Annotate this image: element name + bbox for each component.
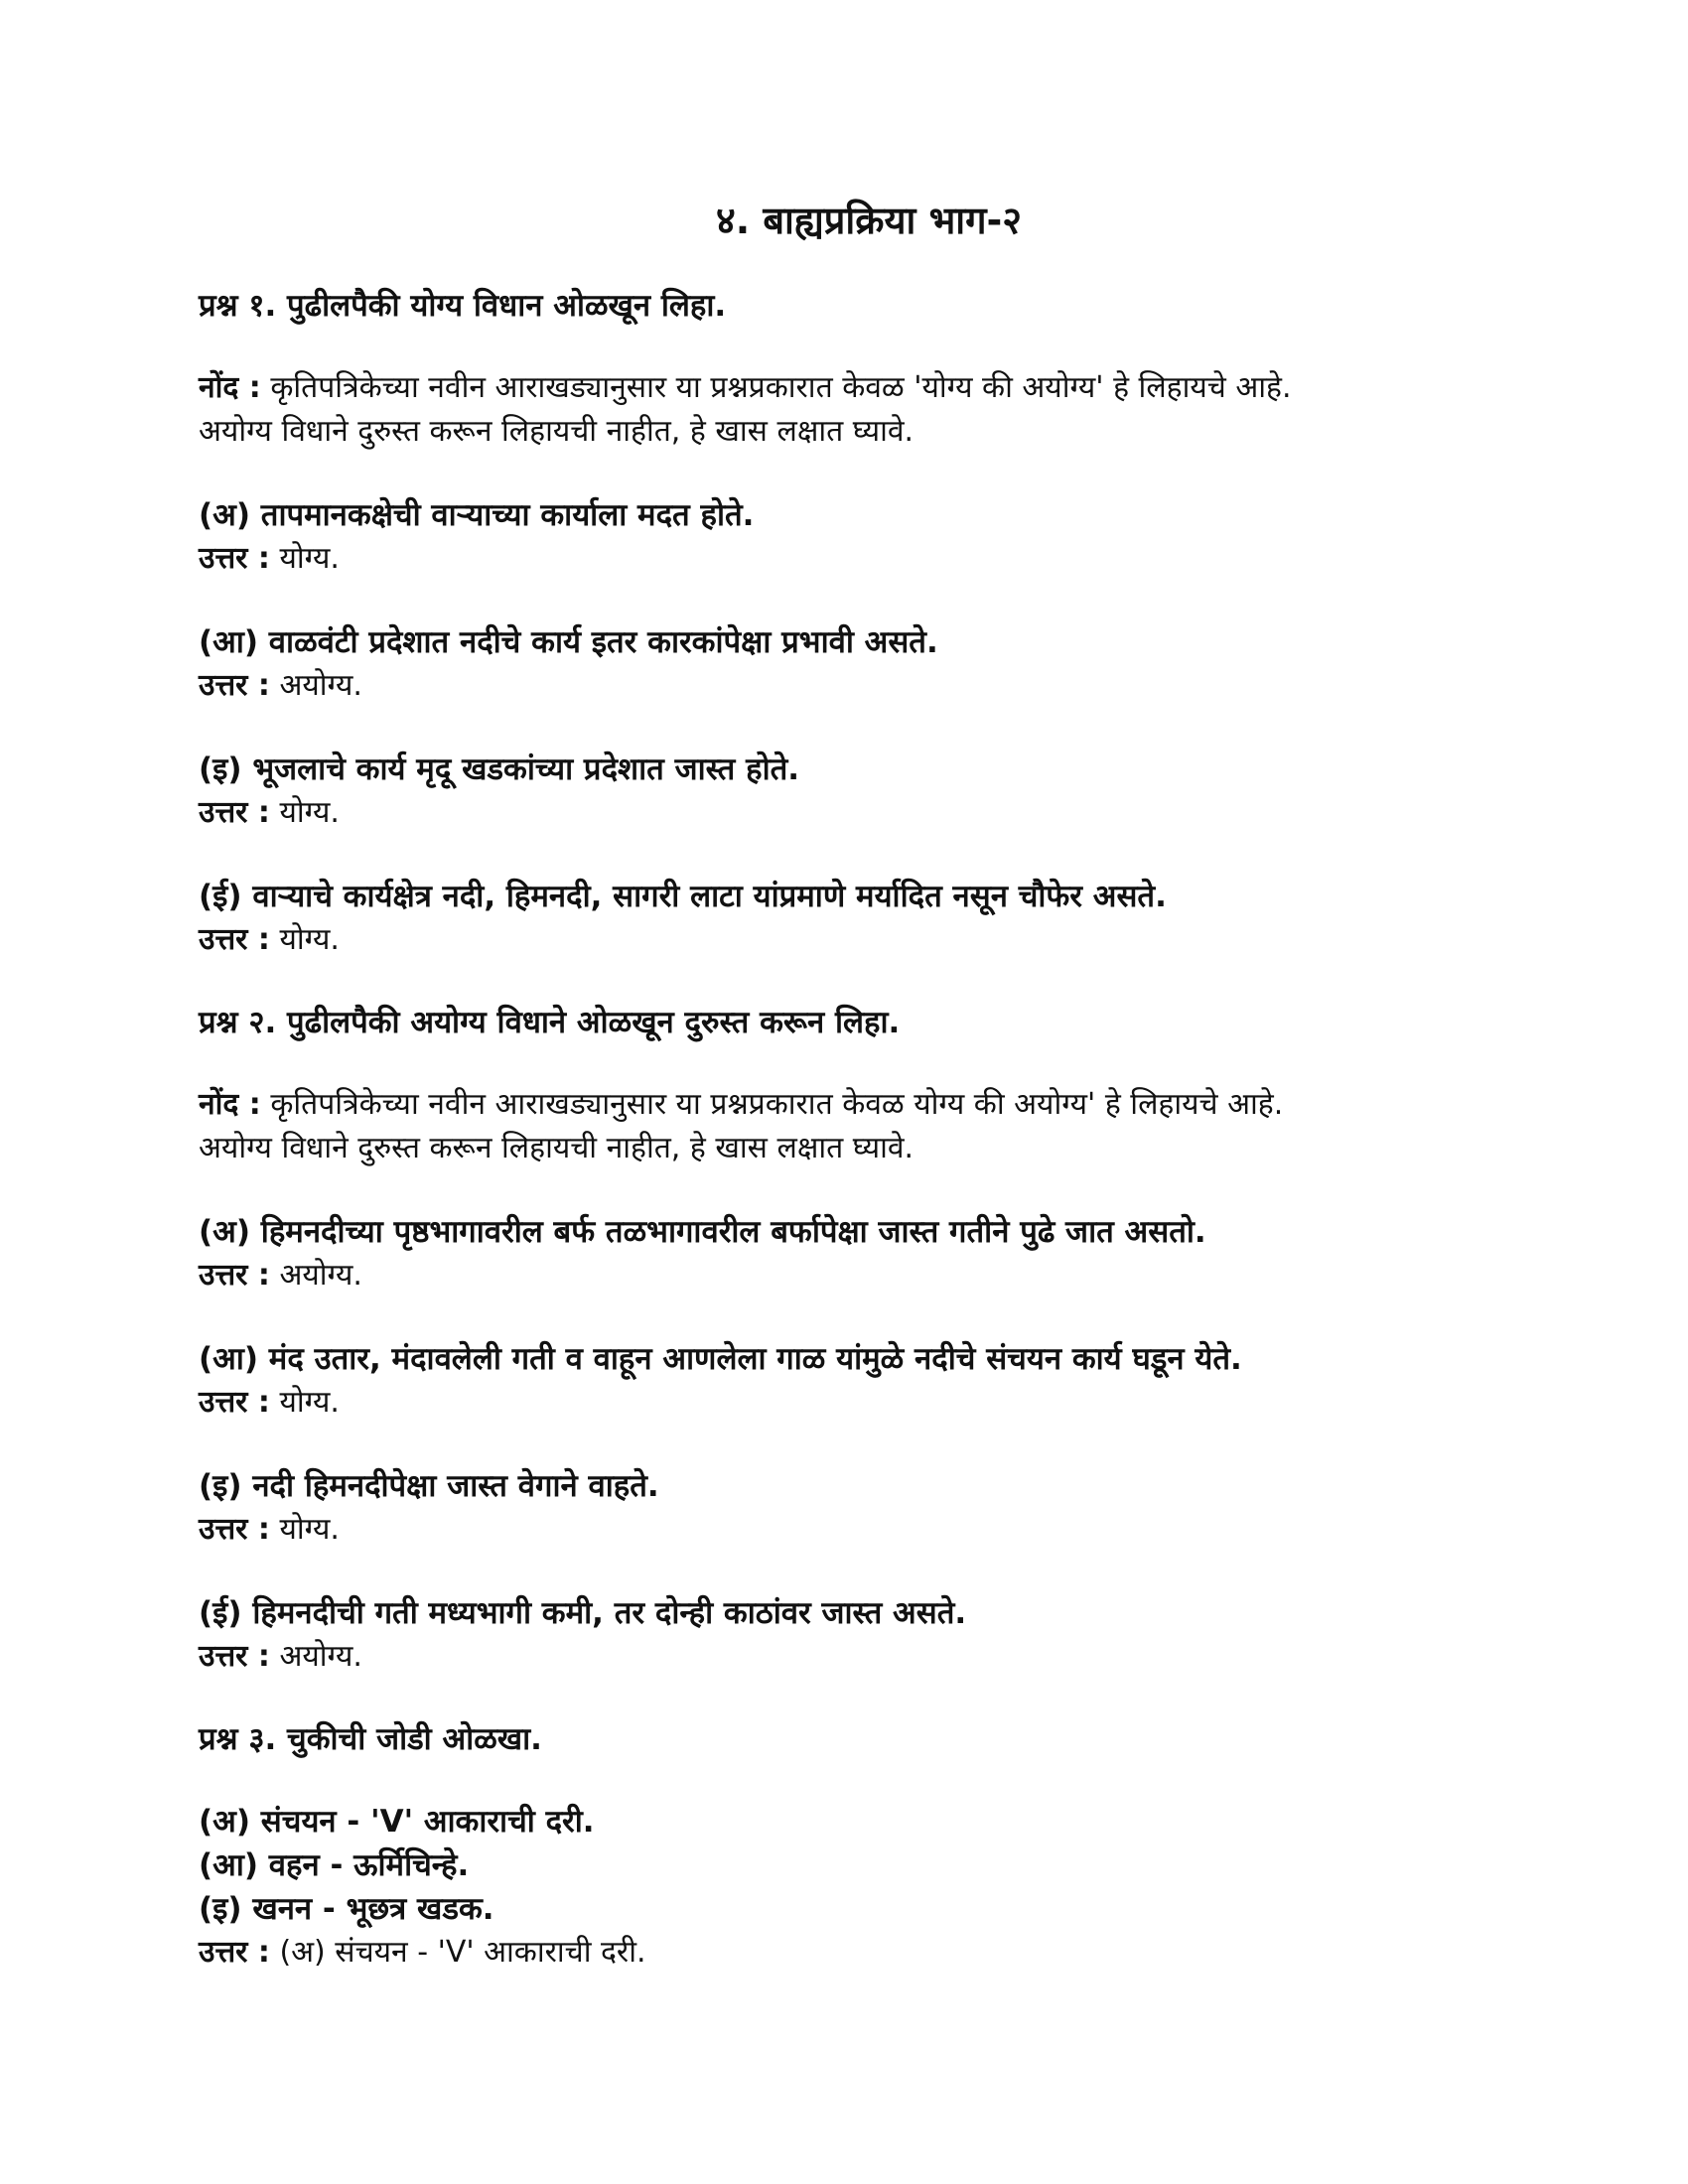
page-title: ४. बाह्यप्रक्रिया भाग-२ — [715, 199, 1023, 242]
answer-label: उत्तर : — [199, 1258, 270, 1293]
answer-label: उत्तर : — [199, 1512, 270, 1547]
answer-label: उत्तर : — [199, 541, 270, 576]
answer — [199, 537, 1519, 581]
question-2-note — [199, 1083, 1519, 1170]
note-label: नोंद : — [199, 370, 261, 405]
note-text: कृतिपत्रिकेच्या नवीन आराखड्यानुसार या प्रश्नप्रकारात केवळ 'योग्य की अयोग्य' हे लिहायचे आहे. — [270, 370, 1292, 405]
document-page — [199, 194, 1519, 1975]
question-2-heading: प्रश्न २. पुढीलपैकी अयोग्य विधाने ओळखून दुरुस्त करून लिहा. — [199, 1005, 901, 1040]
answer-value: अयोग्य. — [279, 668, 362, 703]
question-1-heading: प्रश्न १. पुढीलपैकी योग्य विधान ओळखून लिहा. — [199, 288, 727, 324]
question-2 — [199, 1002, 1519, 1679]
statement: (ई) हिमनदीची गती मध्यभागी कमी, तर दोन्ही काठांवर जास्त असते. — [199, 1595, 967, 1631]
answer — [199, 1931, 1519, 1975]
answer-label: उत्तर : — [199, 1385, 270, 1420]
statement: (अ) हिमनदीच्या पृष्ठभागावरील बर्फ तळभागावरील बर्फापेक्षा जास्त गतीने पुढे जात असतो. — [199, 1214, 1206, 1250]
answer-value: योग्य. — [279, 1385, 340, 1420]
answer-value: अयोग्य. — [279, 1258, 362, 1293]
q1-item-ii — [199, 875, 1519, 962]
answer — [199, 918, 1519, 962]
statement: (इ) भूजलाचे कार्य मृदू खडकांच्या प्रदेशात जास्त होते. — [199, 751, 800, 787]
answer-label: उत्तर : — [199, 668, 270, 703]
q2-item-ii — [199, 1591, 1519, 1679]
question-1-note — [199, 366, 1519, 454]
q2-item-a — [199, 1210, 1519, 1297]
answer — [199, 1635, 1519, 1679]
answer-value: (अ) संचयन - 'V' आकाराची दरी. — [279, 1935, 646, 1970]
answer — [199, 1381, 1519, 1425]
question-3-heading: प्रश्न ३. चुकीची जोडी ओळखा. — [199, 1721, 542, 1757]
answer-value: अयोग्य. — [279, 1639, 362, 1674]
pair-item: (आ) वहन - ऊर्मिचिन्हे. — [199, 1847, 470, 1883]
note-label: नोंद : — [199, 1087, 261, 1122]
answer-value: योग्य. — [279, 541, 340, 576]
answer-label: उत्तर : — [199, 795, 270, 830]
statement: (इ) नदी हिमनदीपेक्षा जास्त वेगाने वाहते. — [199, 1468, 659, 1504]
note-text-2: अयोग्य विधाने दुरुस्त करून लिहायची नाहीत, हे खास लक्षात घ्यावे. — [199, 1131, 914, 1165]
statement: (आ) मंद उतार, मंदावलेली गती व वाहून आणलेला गाळ यांमुळे नदीचे संचयन कार्य घडून येते. — [199, 1341, 1242, 1377]
question-3 — [199, 1718, 1519, 1975]
answer-value: योग्य. — [279, 795, 340, 830]
answer — [199, 1508, 1519, 1552]
pair-item: (इ) खनन - भूछत्र खडक. — [199, 1891, 494, 1927]
answer — [199, 1254, 1519, 1297]
q2-item-i — [199, 1464, 1519, 1552]
pair-list — [199, 1800, 1519, 1975]
q1-item-i — [199, 748, 1519, 835]
q1-item-aa — [199, 620, 1519, 708]
q2-item-aa — [199, 1337, 1519, 1425]
answer-label: उत्तर : — [199, 1639, 270, 1674]
question-1 — [199, 285, 1519, 962]
answer-label: उत्तर : — [199, 922, 270, 957]
note-text: कृतिपत्रिकेच्या नवीन आराखड्यानुसार या प्रश्नप्रकारात केवळ योग्य की अयोग्य' हे लिहायचे आहे. — [270, 1087, 1284, 1122]
q1-item-a — [199, 493, 1519, 581]
pair-item: (अ) संचयन - 'V' आकाराची दरी. — [199, 1804, 595, 1840]
answer — [199, 791, 1519, 835]
answer-value: योग्य. — [279, 1512, 340, 1547]
statement: (ई) वाऱ्याचे कार्यक्षेत्र नदी, हिमनदी, सागरी लाटा यांप्रमाणे मर्यादित नसून चौफेर असते. — [199, 879, 1167, 914]
statement: (अ) तापमानकक्षेची वाऱ्याच्या कार्याला मदत होते. — [199, 497, 755, 533]
answer-value: योग्य. — [279, 922, 340, 957]
answer — [199, 664, 1519, 708]
statement: (आ) वाळवंटी प्रदेशात नदीचे कार्य इतर कारकांपेक्षा प्रभावी असते. — [199, 624, 938, 660]
answer-label: उत्तर : — [199, 1935, 270, 1970]
note-text-2: अयोग्य विधाने दुरुस्त करून लिहायची नाहीत, हे खास लक्षात घ्यावे. — [199, 414, 914, 449]
